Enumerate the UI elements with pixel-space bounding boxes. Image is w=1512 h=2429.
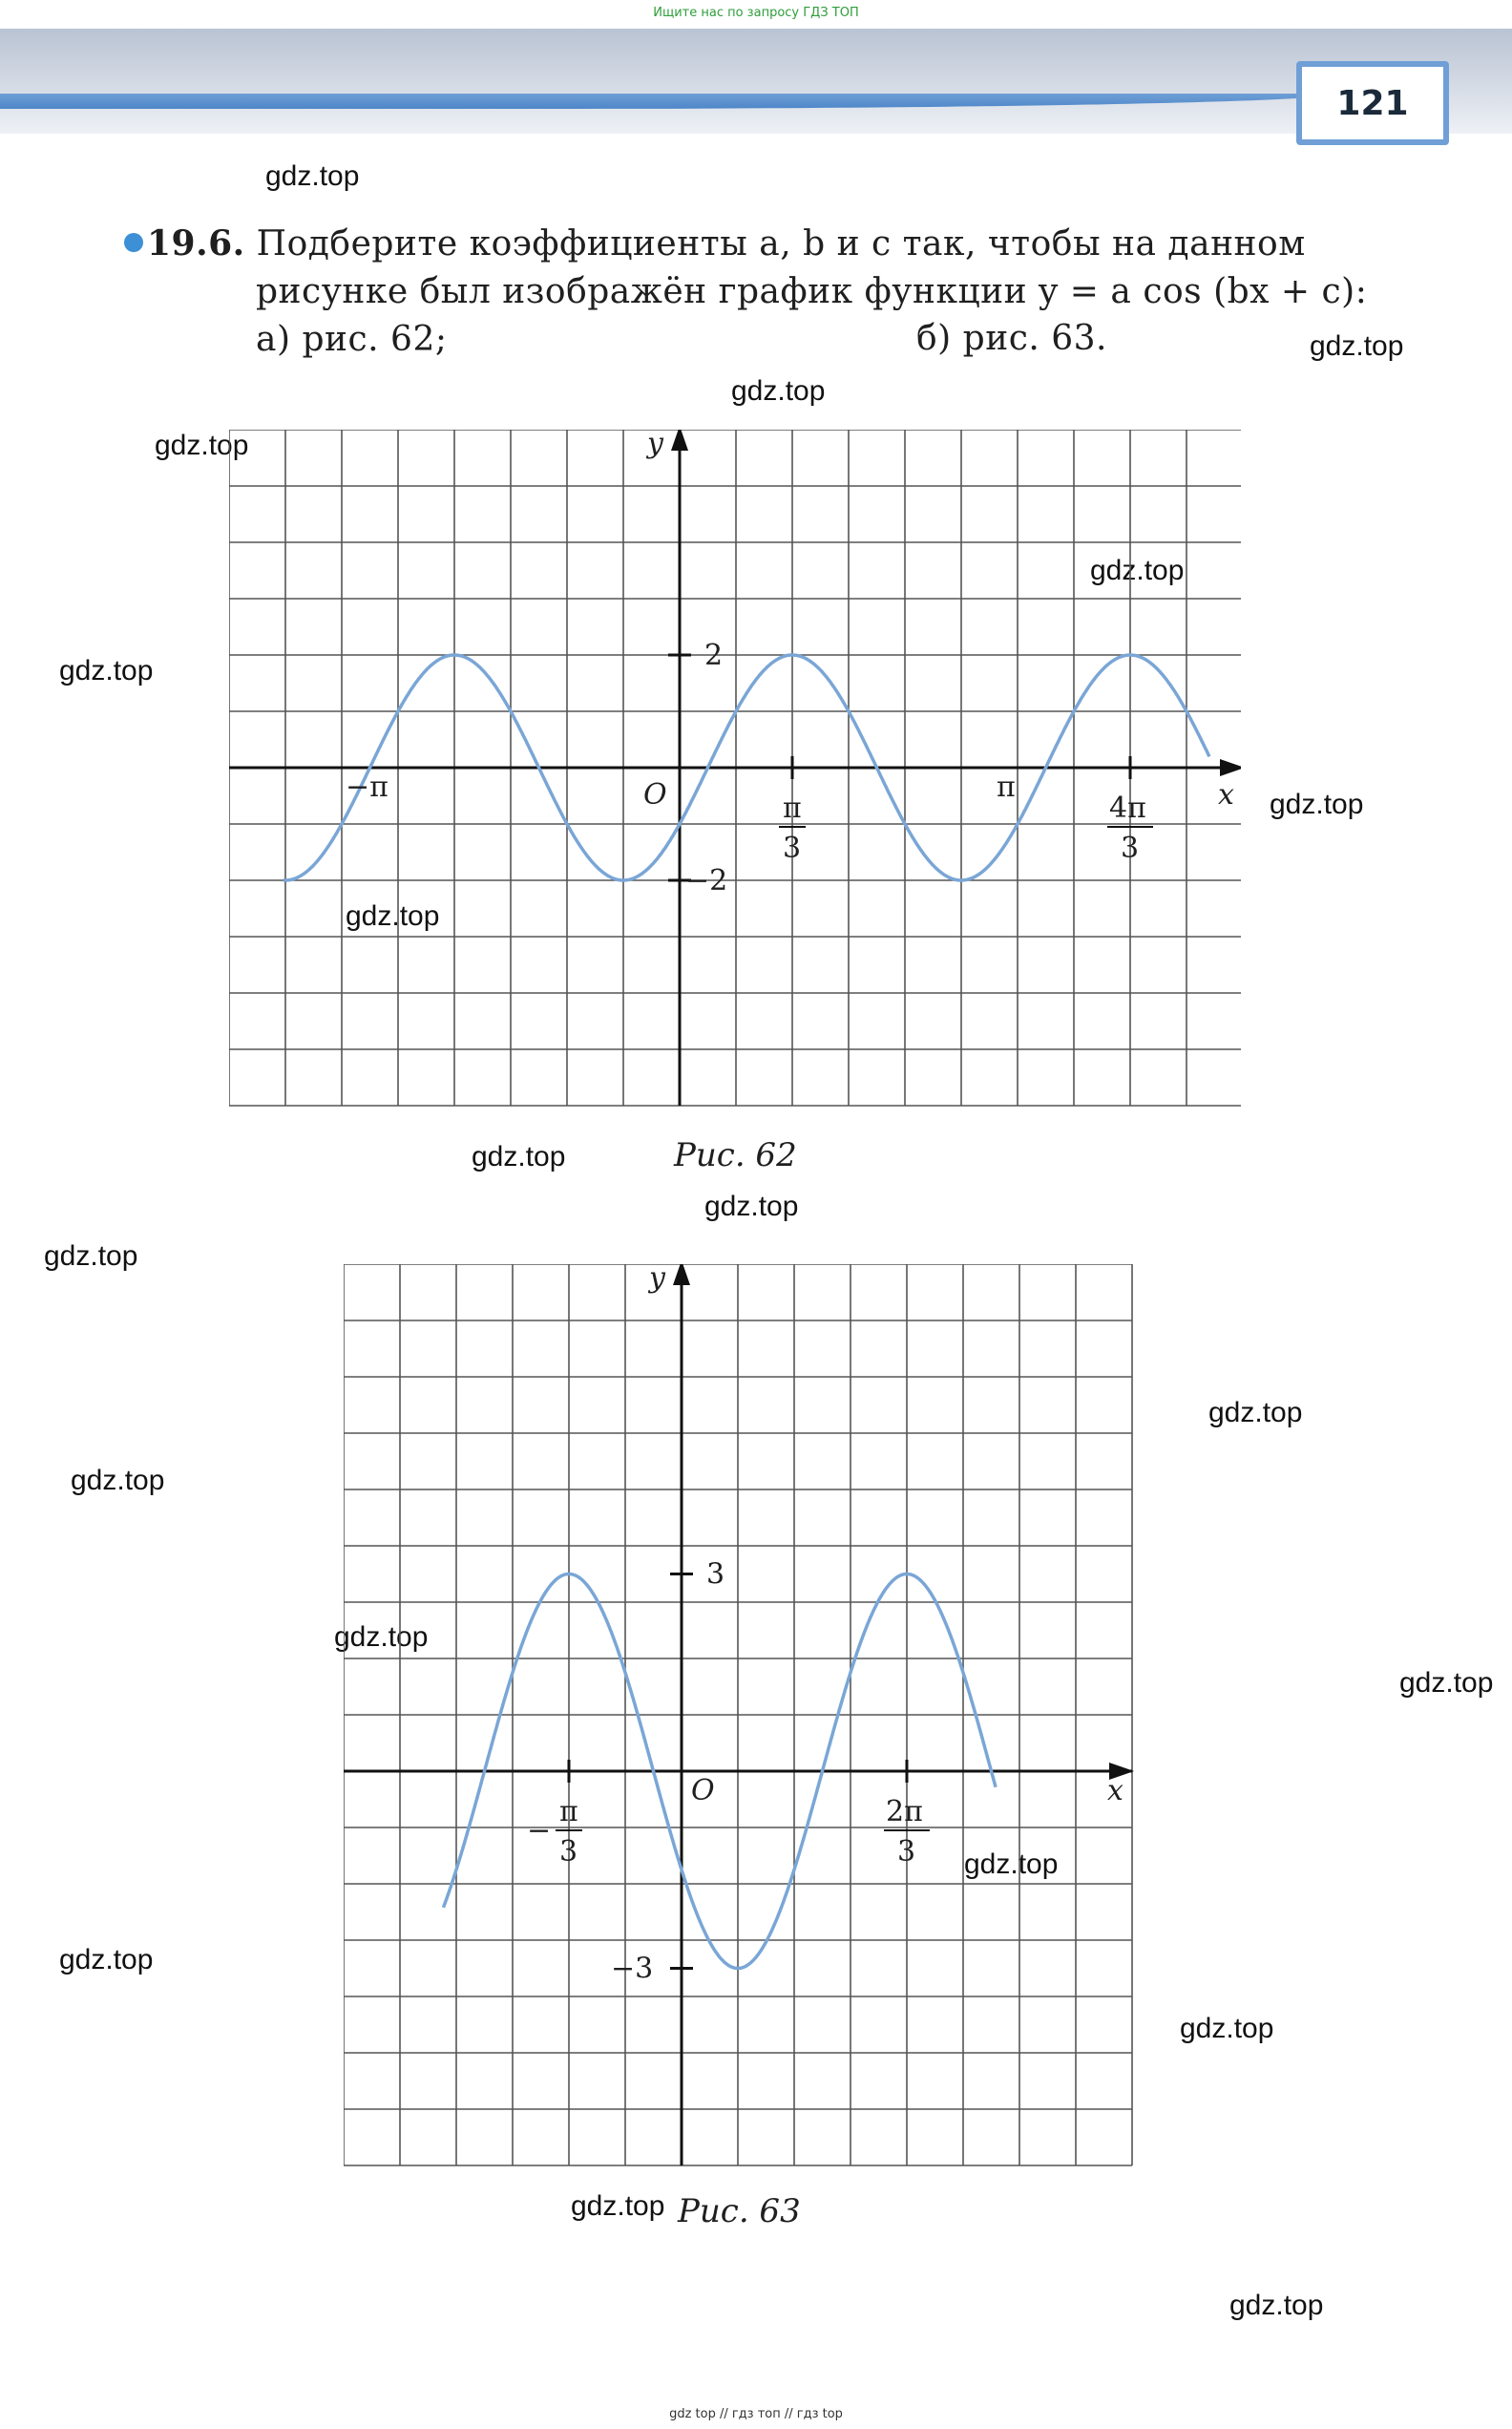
watermark: gdz.top bbox=[71, 1465, 165, 1496]
figure-62-caption: Рис. 62 bbox=[674, 1136, 797, 1174]
y-tick-label: 2 bbox=[704, 639, 724, 672]
watermark: gdz.top bbox=[1399, 1667, 1494, 1699]
page-number: 121 bbox=[1296, 61, 1449, 145]
x-axis-arrow bbox=[1220, 759, 1241, 776]
watermark: gdz.top bbox=[334, 1621, 429, 1653]
figure-63 bbox=[344, 1264, 1145, 2181]
watermark: gdz.top bbox=[731, 375, 826, 407]
x-axis-label: x bbox=[1218, 778, 1234, 812]
watermark: gdz.top bbox=[704, 1191, 799, 1222]
watermark: gdz.top bbox=[155, 430, 249, 461]
watermark: gdz.top bbox=[1208, 1397, 1303, 1428]
x-tick-label: π bbox=[783, 792, 802, 825]
header-band bbox=[0, 29, 1512, 134]
watermark: gdz.top bbox=[1090, 555, 1185, 586]
watermark: gdz.top bbox=[571, 2190, 665, 2222]
y-tick-label: −2 bbox=[685, 864, 728, 898]
figure-62 bbox=[229, 430, 1241, 1127]
x-tick-label: −π bbox=[346, 771, 388, 804]
figure-62-chart bbox=[229, 430, 1241, 1127]
task-part-a: а) рис. 62; bbox=[256, 320, 448, 359]
watermark: gdz.top bbox=[346, 900, 440, 932]
x-tick-label: 2π bbox=[886, 1795, 923, 1828]
task-number: 19.6. bbox=[147, 223, 245, 264]
y-axis-label: y bbox=[649, 1264, 665, 1295]
x-tick-sign: − bbox=[527, 1814, 552, 1848]
task-19-6 bbox=[124, 220, 1384, 364]
task-line-2: рисунке был изображён график функции y = a cos (bx + c): bbox=[256, 272, 1368, 311]
watermark: gdz.top bbox=[59, 655, 154, 686]
x-tick-label: π bbox=[559, 1795, 578, 1828]
y-tick-label: 3 bbox=[706, 1557, 725, 1592]
watermark: gdz.top bbox=[1270, 789, 1364, 820]
x-tick-label: 3 bbox=[559, 1835, 578, 1869]
x-tick-label: π bbox=[997, 771, 1016, 804]
watermark: gdz.top bbox=[59, 1944, 154, 1975]
watermark: gdz.top bbox=[472, 1141, 566, 1172]
watermark: gdz.top bbox=[964, 1848, 1059, 1880]
task-line-1: Подберите коэффициенты a, b и c так, чтобы на данном bbox=[256, 224, 1306, 264]
figure-63-chart bbox=[344, 1264, 1145, 2181]
top-note: Ищите нас по запросу ГДЗ ТОП bbox=[653, 6, 859, 20]
x-tick-label: 3 bbox=[897, 1835, 916, 1869]
figure-63-caption: Рис. 63 bbox=[678, 2192, 801, 2230]
bottom-note: gdz top // гдз топ // гдз top bbox=[669, 2407, 843, 2421]
x-tick-label: 3 bbox=[783, 832, 802, 865]
watermark: gdz.top bbox=[1310, 330, 1404, 362]
y-axis-arrow bbox=[673, 1264, 690, 1285]
x-axis-label: x bbox=[1107, 1774, 1124, 1807]
watermark: gdz.top bbox=[44, 1240, 138, 1272]
y-tick-label: −3 bbox=[611, 1952, 654, 1986]
bullet-icon bbox=[124, 233, 143, 252]
task-part-b: б) рис. 63. bbox=[916, 319, 1108, 358]
watermark: gdz.top bbox=[1229, 2290, 1324, 2321]
origin-label: O bbox=[691, 1774, 715, 1807]
x-tick-label: 4π bbox=[1109, 792, 1146, 825]
origin-label: O bbox=[643, 778, 667, 812]
x-tick-label: 3 bbox=[1121, 832, 1140, 865]
watermark: gdz.top bbox=[1180, 2013, 1274, 2044]
watermark: gdz.top bbox=[265, 160, 360, 192]
y-axis-label: y bbox=[647, 430, 663, 460]
y-axis-arrow bbox=[671, 430, 688, 451]
